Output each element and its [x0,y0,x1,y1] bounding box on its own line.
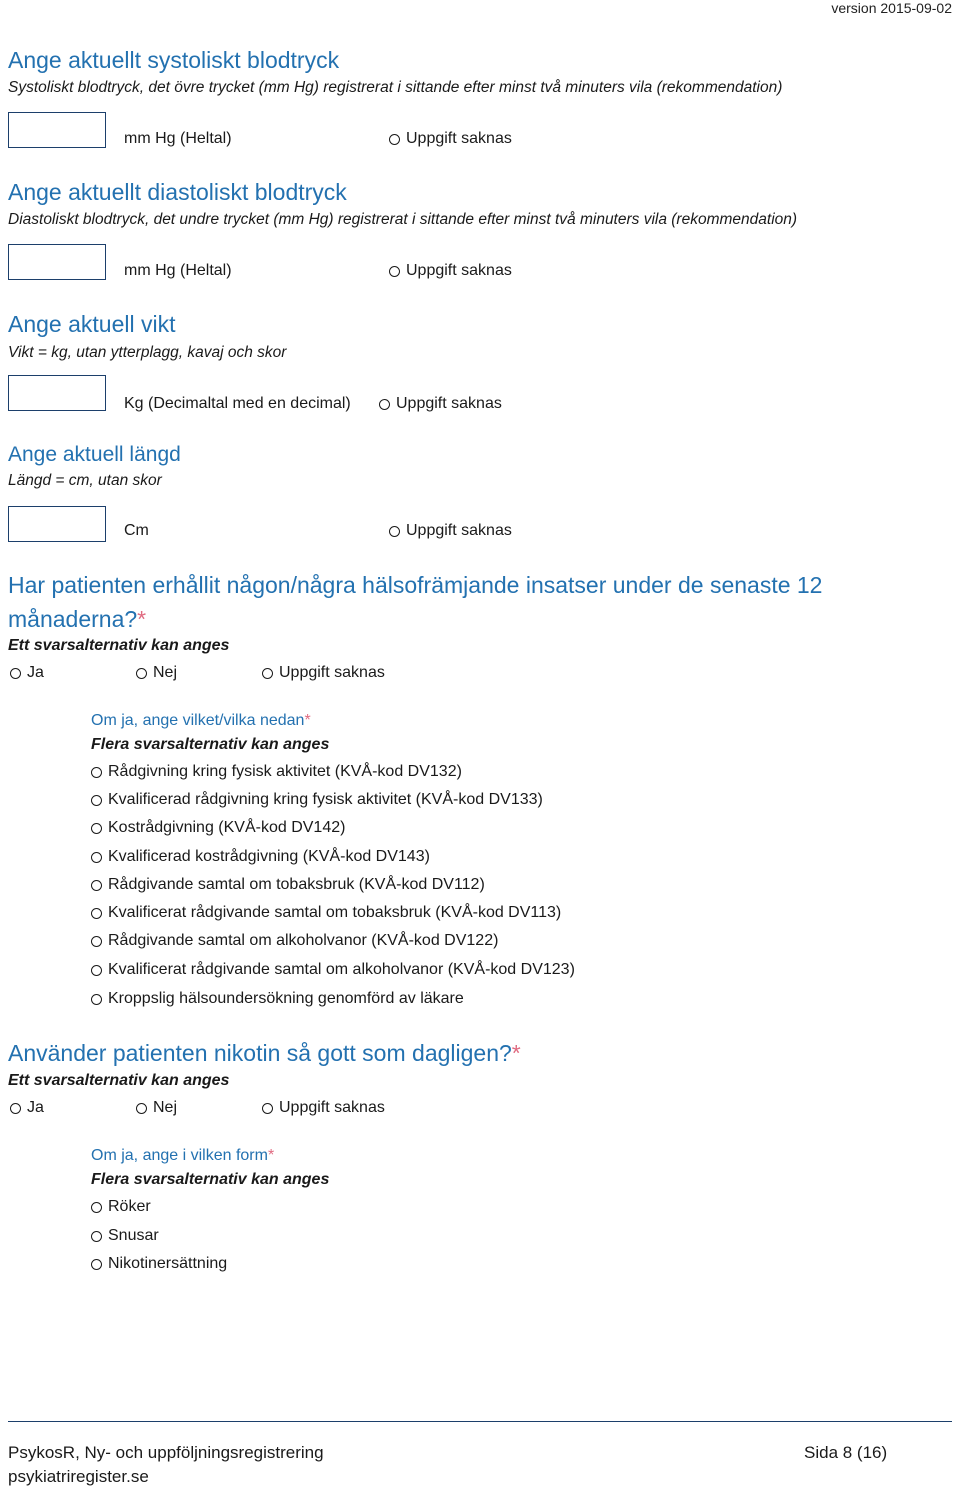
health-sub-option[interactable] [91,848,430,866]
health-sub-option[interactable] [91,819,345,837]
height-unit: Cm [124,522,149,539]
subquestion-text: Om ja, ange vilket/vilka nedan [91,712,305,729]
weight-title: Ange aktuell vikt [8,311,176,337]
radio-icon[interactable] [262,668,273,679]
radio-icon[interactable] [10,668,21,679]
nicotine-option-ja[interactable] [10,1099,44,1117]
checkbox-icon[interactable] [91,936,102,947]
option-label: Kvalificerad kostrådgivning (KVÅ-kod DV143) [108,848,430,865]
radio-icon[interactable] [389,134,400,145]
option-label: Uppgift saknas [279,664,385,681]
diastolic-description: Diastoliskt blodtryck, det undre trycket (mm Hg) registrerat i sittande efter minst två minuters vila (rekommendation) [8,211,798,228]
option-label: Kostrådgivning (KVÅ-kod DV142) [108,819,346,836]
systolic-description: Systoliskt blodtryck, det övre trycket (mm Hg) registrerat i sittande efter minst två minuters vila (rekommendation) [8,79,783,96]
health-option-ja[interactable] [10,664,44,682]
systolic-input[interactable] [8,112,106,148]
footer-site: psykiatriregister.se [8,1467,149,1486]
required-star: * [304,712,311,729]
nicotine-subquestion [91,1147,274,1165]
diastolic-title: Ange aktuellt diastoliskt blodtryck [8,179,347,205]
checkbox-icon[interactable] [91,852,102,863]
radio-icon[interactable] [379,399,390,410]
health-title-line1: Har patienten erhållit någon/några hälsofrämjande insatser under de senaste 12 [8,572,823,598]
nicotine-title-text: Använder patienten nikotin så gott som dagligen? [8,1040,512,1066]
footer-page-number: Sida 8 (16) [804,1443,888,1462]
weight-description: Vikt = kg, utan ytterplagg, kavaj och skor [8,344,287,361]
checkbox-icon[interactable] [91,994,102,1005]
health-sub-option[interactable] [91,791,543,809]
health-sub-option[interactable] [91,763,462,781]
option-label: Uppgift saknas [406,262,512,279]
checkbox-icon[interactable] [91,795,102,806]
radio-icon[interactable] [389,266,400,277]
option-label: Kvalificerat rådgivande samtal om tobaksbruk (KVÅ-kod DV113) [108,904,562,921]
diastolic-input[interactable] [8,244,106,280]
option-label: Rådgivande samtal om tobaksbruk (KVÅ-kod DV112) [108,876,485,893]
health-sub-option[interactable] [91,961,575,979]
option-label: Nikotinersättning [108,1255,228,1272]
option-label: Rådgivande samtal om alkoholvanor (KVÅ-kod DV122) [108,932,499,949]
systolic-missing-option[interactable] [389,130,512,148]
health-option-nej[interactable] [136,664,177,682]
required-star: * [267,1147,275,1164]
option-label: Uppgift saknas [406,130,512,147]
subquestion-text: Om ja, ange i vilken form [91,1147,268,1164]
version-label: version 2015-09-02 [831,0,952,16]
radio-icon[interactable] [262,1103,273,1114]
weight-missing-option[interactable] [379,395,502,413]
nicotine-sub-option[interactable] [91,1198,151,1216]
health-title-line2 [8,606,146,633]
diastolic-unit: mm Hg (Heltal) [124,262,232,279]
radio-icon[interactable] [389,526,400,537]
health-sub-option[interactable] [91,904,561,922]
checkbox-icon[interactable] [91,1259,102,1270]
checkbox-icon[interactable] [91,823,102,834]
option-label: Rådgivning kring fysisk aktivitet (KVÅ-kod DV132) [108,763,462,780]
option-label: Nej [153,1099,178,1116]
checkbox-icon[interactable] [91,767,102,778]
weight-input[interactable] [8,375,106,411]
option-label: Röker [108,1198,151,1215]
radio-icon[interactable] [136,1103,147,1114]
nicotine-title [8,1040,521,1067]
option-label: Kvalificerad rådgivning kring fysisk aktivitet (KVÅ-kod DV133) [108,791,543,808]
required-star: * [511,1040,521,1066]
option-label: Uppgift saknas [406,522,512,539]
checkbox-icon[interactable] [91,1231,102,1242]
health-subquestion [91,712,311,730]
diastolic-missing-option[interactable] [389,262,512,280]
health-instruction: Ett svarsalternativ kan anges [8,637,230,654]
height-description: Längd = cm, utan skor [8,472,162,489]
nicotine-sub-option[interactable] [91,1227,159,1245]
option-label: Snusar [108,1227,159,1244]
option-label: Kvalificerat rådgivande samtal om alkoholvanor (KVÅ-kod DV123) [108,961,575,978]
option-label: Nej [153,664,178,681]
footer-title: PsykosR, Ny- och uppföljningsregistrering [8,1443,324,1462]
option-label: Uppgift saknas [279,1099,385,1116]
required-star: * [137,606,147,632]
nicotine-sub-option[interactable] [91,1255,227,1273]
height-input[interactable] [8,506,106,542]
weight-unit: Kg (Decimaltal med en decimal) [124,395,351,412]
nicotine-sub-instruction: Flera svarsalternativ kan anges [91,1171,330,1188]
option-label: Ja [27,1099,44,1116]
nicotine-option-missing[interactable] [262,1099,385,1117]
checkbox-icon[interactable] [91,965,102,976]
health-sub-option[interactable] [91,990,464,1008]
radio-icon[interactable] [136,668,147,679]
health-sub-instruction: Flera svarsalternativ kan anges [91,736,330,753]
health-title-text: månaderna? [8,606,138,632]
health-sub-option[interactable] [91,932,498,950]
height-missing-option[interactable] [389,522,512,540]
checkbox-icon[interactable] [91,908,102,919]
systolic-title: Ange aktuellt systoliskt blodtryck [8,47,340,73]
health-sub-option[interactable] [91,876,485,894]
nicotine-option-nej[interactable] [136,1099,177,1117]
height-title: Ange aktuell längd [8,443,181,466]
option-label: Uppgift saknas [396,395,502,412]
nicotine-instruction: Ett svarsalternativ kan anges [8,1072,230,1089]
option-label: Kroppslig hälsoundersökning genomförd av läkare [108,990,464,1007]
health-option-missing[interactable] [262,664,385,682]
checkbox-icon[interactable] [91,880,102,891]
systolic-unit: mm Hg (Heltal) [124,130,232,147]
option-label: Ja [27,664,44,681]
radio-icon[interactable] [10,1103,21,1114]
checkbox-icon[interactable] [91,1202,102,1213]
footer-divider [8,1421,952,1422]
